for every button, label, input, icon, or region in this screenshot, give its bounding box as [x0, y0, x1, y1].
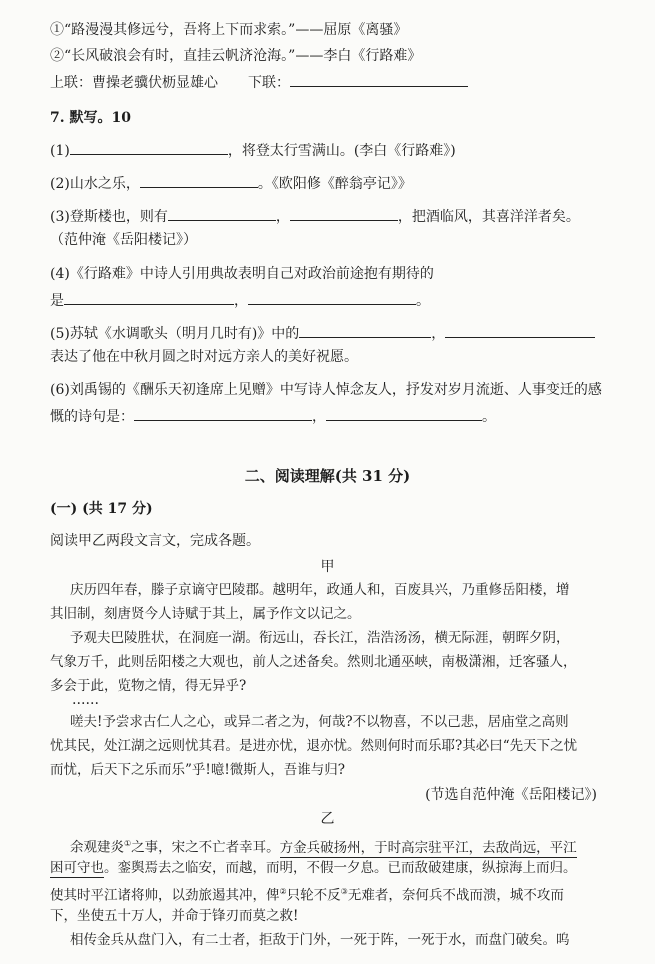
- couplet-line: [50, 72, 468, 93]
- jia-line: 嗟夫!予尝求古仁人之心，或异二者之为，何哉?不以物喜，不以己悲，居庙堂之高则: [70, 714, 569, 730]
- item-1: (1) ，将登太行雪满山。(李白《行路难》): [50, 140, 456, 161]
- item-3-blank-1[interactable]: [168, 206, 276, 221]
- item-4: (4)《行路难》中诗人引用典故表明自己对政治前途抱有期待的: [50, 266, 434, 282]
- item-5-cont: 表达了他在中秋月圆之时对远方亲人的美好祝愿。: [50, 349, 358, 365]
- item-4-blank-2[interactable]: [248, 290, 416, 305]
- reading-instructions: 阅读甲乙两段文言文，完成各题。: [50, 533, 260, 549]
- item-3-blank-2[interactable]: [290, 206, 398, 221]
- subsection-1-heading: (一) (共 17 分): [50, 501, 153, 517]
- yi-line: 使其时平江诸将帅，以劲旅遏其冲，俾②只轮不反③无难者，奈何兵不战而溃，城不攻而: [50, 887, 564, 904]
- quote-2: ②“长风破浪会有时，直挂云帆济沧海。”——李白《行路难》: [50, 48, 422, 64]
- yi-line: 相传金兵从盘门入，有二士者，拒敌于门外，一死于阵，一死于水，而盘门破矣。呜: [70, 932, 570, 948]
- item-6-answer: 慨的诗句是： ， 。: [50, 406, 496, 427]
- jia-line: 而忧，后天下之乐而乐”乎!噫!微斯人，吾谁与归?: [50, 762, 345, 778]
- underlined-sentence-end: 困可守也: [50, 860, 104, 876]
- section-2-heading: 二、阅读理解(共 31 分): [244, 467, 411, 485]
- lower-couplet-label: 下联：: [248, 75, 290, 91]
- item-1-blank[interactable]: [70, 140, 228, 155]
- quote-1: ①“路漫漫其修远兮，吾将上下而求索。”——屈原《离骚》: [50, 22, 408, 38]
- jia-line: 予观夫巴陵胜状，在洞庭一湖。衔远山，吞长江，浩浩汤汤，横无际涯，朝晖夕阴，: [70, 630, 570, 646]
- yi-line: 困可守也。銮舆焉去之临安，而越，而明，不假一夕息。已而敌破建康，纵掠海上而归。: [50, 860, 577, 876]
- upper-couplet: 上联：曹操老骥伏枥显雄心: [50, 75, 218, 91]
- yi-line: 下，坐使五十万人，并命于锋刃而莫之救!: [50, 908, 299, 924]
- item-3: (3)登斯楼也，则有 ， ，把酒临风，其喜洋洋者矣。: [50, 206, 580, 227]
- item-4-answer: 是 ， 。: [50, 290, 430, 311]
- jia-ellipsis: ……: [72, 692, 99, 708]
- passage-yi-label: 乙: [320, 811, 335, 827]
- question-7-title: 7. 默写。10: [50, 110, 131, 126]
- jia-line: 忧其民，处江湖之远则忧其君。是进亦忧，退亦忧。然则何时而乐耶?其必曰“先天下之忧: [50, 738, 578, 754]
- item-2: (2)山水之乐， 。《欧阳修《醉翁亭记》》: [50, 173, 412, 194]
- jia-source: (节选自范仲淹《岳阳楼记》): [425, 787, 597, 803]
- item-4-blank-1[interactable]: [64, 290, 234, 305]
- jia-line: 其旧制，刻唐贤今人诗赋于其上，属予作文以记之。: [50, 606, 361, 622]
- item-3-source: （范仲淹《岳阳楼记》）: [50, 232, 197, 248]
- passage-jia-label: 甲: [320, 559, 335, 575]
- item-5: (5)苏轼《水调歌头（明月几时有)》中的 ，: [50, 323, 595, 344]
- item-5-blank-1[interactable]: [299, 323, 431, 338]
- item-5-blank-2[interactable]: [445, 323, 595, 338]
- yi-line: 余观建炎①之事，宋之不亡者幸耳。方金兵破扬州，于时高宗驻平江，去敌尚远，平江: [70, 839, 577, 856]
- jia-line: 气象万千，此则岳阳楼之大观也，前人之述备矣。然则北通巫峡，南极潇湘，迁客骚人，: [50, 654, 577, 670]
- underlined-sentence: 方金兵破扬州，于时高宗驻平江，去敌尚远，平江: [279, 839, 577, 856]
- jia-line: 多会于此，览物之情，得无异乎?: [50, 678, 247, 694]
- lower-couplet-blank[interactable]: [290, 72, 468, 87]
- item-6-blank-2[interactable]: [326, 406, 482, 421]
- item-6-blank-1[interactable]: [134, 406, 312, 421]
- item-2-blank[interactable]: [140, 173, 258, 188]
- item-6: (6)刘禹锡的《酬乐天初逢席上见赠》中写诗人悼念友人，抒发对岁月流逝、人事变迁的感: [50, 382, 602, 398]
- jia-line: 庆历四年春，滕子京谪守巴陵郡。越明年，政通人和，百废具兴，乃重修岳阳楼，增: [70, 582, 570, 598]
